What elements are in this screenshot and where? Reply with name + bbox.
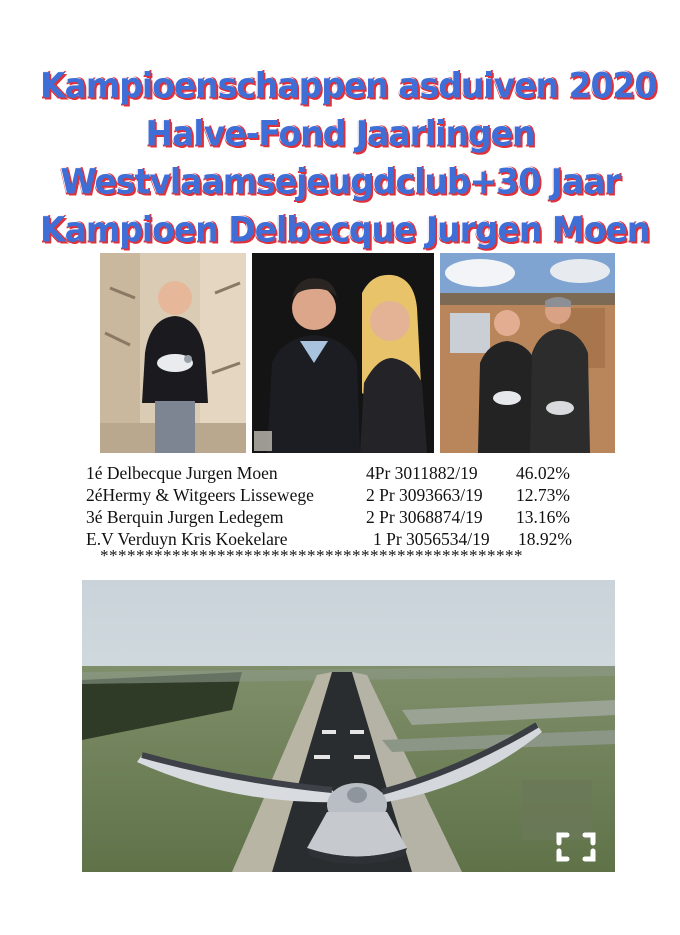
result-ring: 1 Pr 3056534/19 xyxy=(373,529,490,549)
scan-corners-icon xyxy=(556,831,596,863)
results-table xyxy=(86,462,626,550)
result-percentage: 12.73% xyxy=(516,485,570,505)
result-name: 1é Delbecque Jurgen Moen xyxy=(86,463,278,483)
title-line-1: Kampioenschappen asduiven 2020 xyxy=(40,65,657,106)
title-line-2: Halve-Fond Jaarlingen xyxy=(145,113,535,154)
result-name: E.V Verduyn Kris Koekelare xyxy=(86,529,288,549)
result-row xyxy=(86,462,626,484)
result-name: 2éHermy & Witgeers Lissewege xyxy=(86,485,314,505)
result-row xyxy=(86,484,626,506)
photo-pigeon-over-runway xyxy=(82,580,615,872)
photo-two-men-with-pigeons xyxy=(440,253,615,453)
photo-man-with-pigeon xyxy=(100,253,246,453)
separator-stars: *********************************************** xyxy=(100,546,523,565)
photo-couple-portrait xyxy=(252,253,434,453)
result-percentage: 46.02% xyxy=(516,463,570,483)
result-ring: 4Pr 3011882/19 xyxy=(366,463,478,483)
result-row xyxy=(86,506,626,528)
result-percentage: 13.16% xyxy=(516,507,570,527)
result-ring: 2 Pr 3093663/19 xyxy=(366,485,483,505)
result-ring: 2 Pr 3068874/19 xyxy=(366,507,483,527)
result-percentage: 18.92% xyxy=(518,529,572,549)
title-block xyxy=(40,62,657,254)
title-line-4: Kampioen Delbecque Jurgen Moen xyxy=(40,209,650,250)
result-name: 3é Berquin Jurgen Ledegem xyxy=(86,507,284,527)
title-line-3: Westvlaamsejeugdclub+30 Jaar xyxy=(60,161,620,202)
